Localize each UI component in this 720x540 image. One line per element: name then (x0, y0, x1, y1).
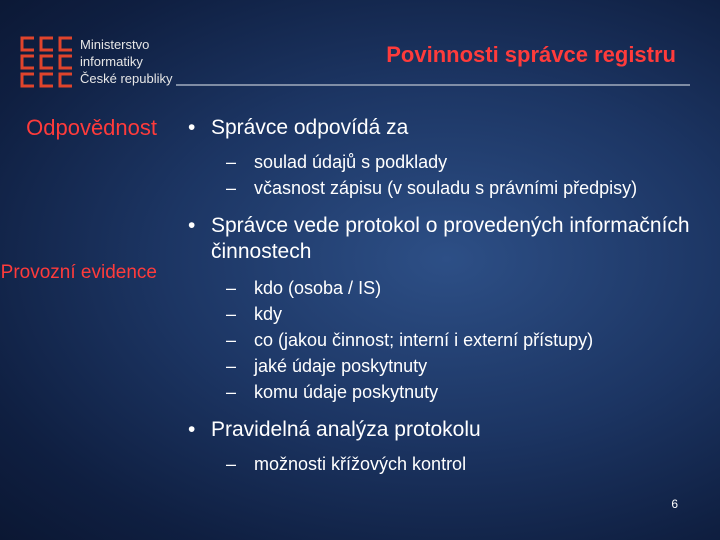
logo-line: informatiky (80, 54, 143, 69)
bullet-item: • Pravidelná analýza protokolu (186, 417, 716, 443)
sub-item: – kdo (osoba / IS) (186, 275, 716, 301)
sub-item: – možnosti křížových kontrol (186, 451, 716, 477)
side-label-operational-records: Provozní evidence (0, 262, 157, 283)
side-label-responsibility: Odpovědnost (26, 115, 157, 140)
logo-line: České republiky (80, 71, 173, 86)
sub-item: – jaké údaje poskytnuty (186, 353, 716, 379)
sub-item: – kdy (186, 301, 716, 327)
logo-line: Ministerstvo (80, 37, 150, 52)
sub-item: – komu údaje poskytnuty (186, 379, 716, 405)
bullet-item: • Správce odpovídá za (186, 115, 716, 141)
slide-content (186, 115, 716, 477)
sub-item: – soulad údajů s podklady (186, 149, 716, 175)
bullet-item: • Správce vede protokol o provedených informačních činnostech (186, 213, 716, 265)
sub-item: – včasnost zápisu (v souladu s právními předpisy) (186, 175, 716, 201)
logo-squares-icon (20, 36, 76, 88)
page-number: 6 (671, 497, 678, 511)
ministry-logo (20, 36, 173, 88)
slide-title: Povinnosti správce registru (386, 42, 676, 67)
logo-text (80, 36, 173, 87)
title-divider (176, 84, 690, 86)
sub-item: – co (jakou činnost; interní i externí přístupy) (186, 327, 716, 353)
